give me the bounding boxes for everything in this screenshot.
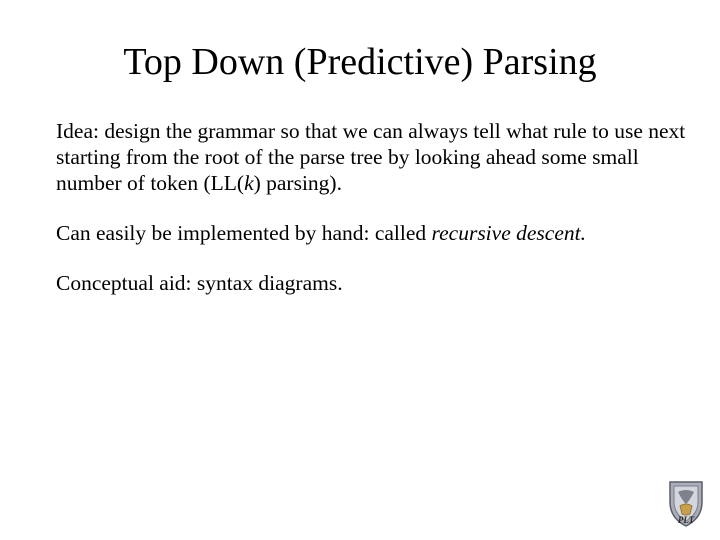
paragraph-implementation-italic: recursive descent. [431, 221, 586, 245]
paragraph-implementation-text: Can easily be implemented by hand: called [56, 221, 432, 245]
paragraph-idea-text: Idea: design the grammar so that we can always tell what rule to use next starting from the root of the parse tree by looking ahead some small number of token (LL( [56, 119, 686, 195]
logo-text: PLT [677, 515, 695, 525]
slide-title: Top Down (Predictive) Parsing [123, 41, 597, 83]
paragraph-implementation [56, 220, 696, 246]
paragraph-idea-italic: k [244, 171, 254, 195]
slide-body [56, 118, 696, 320]
paragraph-idea [56, 118, 696, 196]
paragraph-idea-end: ) parsing). [253, 171, 342, 195]
plt-crest-icon [664, 478, 708, 528]
paragraph-conceptual-aid: Conceptual aid: syntax diagrams. [56, 271, 343, 295]
